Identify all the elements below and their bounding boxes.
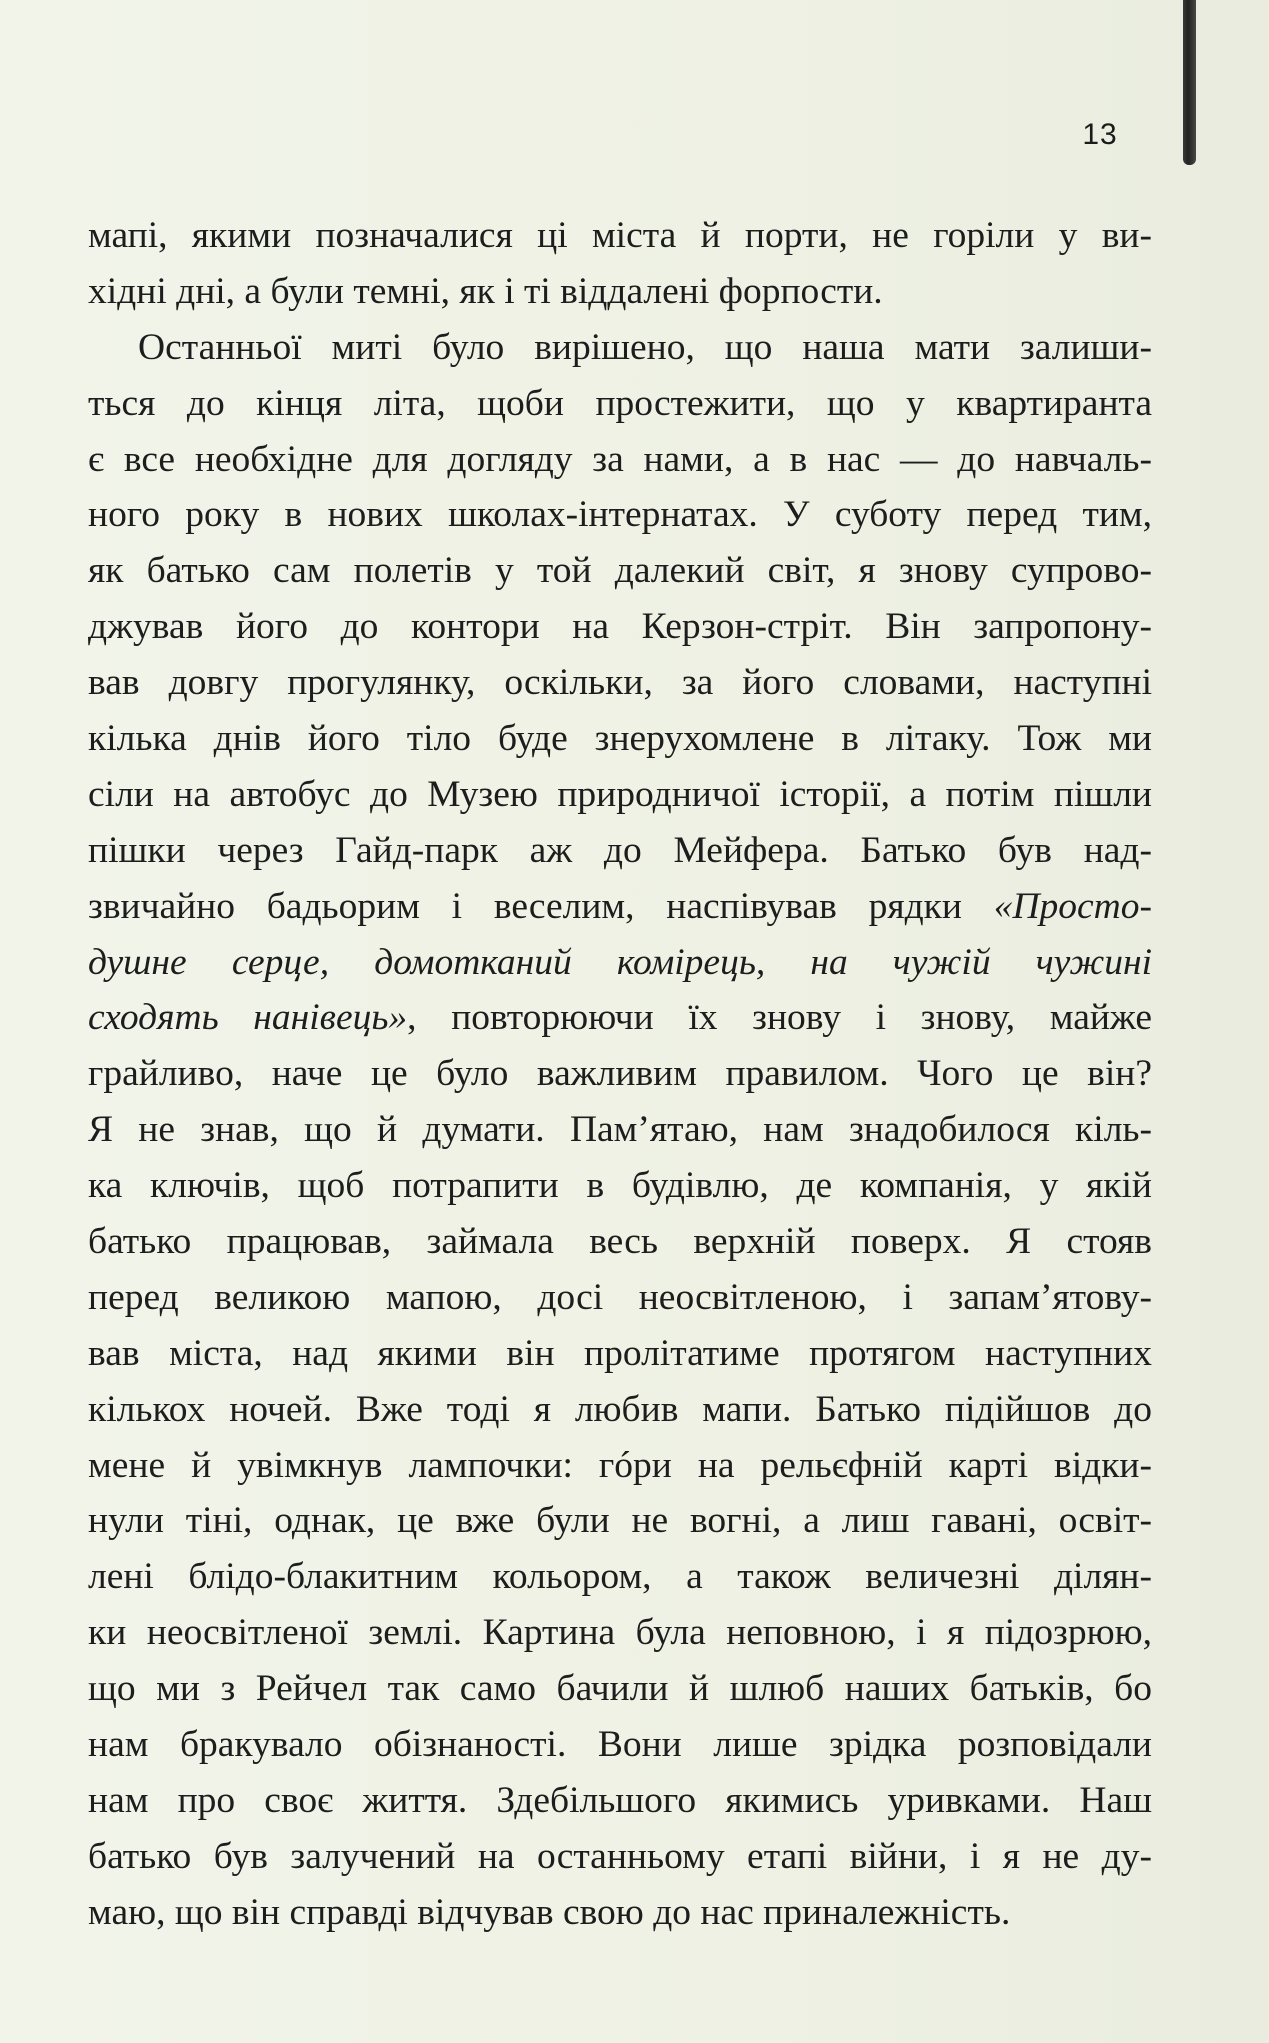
- text-line: є все необхідне для догляду за нами, а в нас — до навчаль-: [88, 438, 1152, 480]
- text-line: грайливо, наче це було важливим правилом. Чого це він?: [88, 1053, 1152, 1095]
- text-line: сіли на автобус до Музею природничої історії, а потім пішли: [88, 773, 1152, 815]
- text-segment: , повторюючи їх знову і знову, майже: [407, 997, 1152, 1039]
- text-line: пішки через Гайд-парк аж до Мейфера. Батько був над-: [88, 829, 1152, 871]
- text-line: вав довгу прогулянку, оскільки, за його словами, наступні: [88, 662, 1152, 704]
- text-line: хідні дні, а були темні, як і ті віддалені форпости.: [88, 270, 883, 312]
- text-line: як батько сам полетів у той далекий світ, я знову супрово-: [88, 550, 1152, 592]
- quote-text: сходять нанівець»: [88, 997, 408, 1039]
- text-line-with-quote: [88, 879, 1152, 935]
- page-number: 13: [1082, 118, 1118, 151]
- text-line: мапі, якими позначалися ці міста й порти, не горіли у ви-: [88, 215, 1152, 256]
- text-line: ного року в нових школах-інтернатах. У суботу перед тим,: [88, 494, 1152, 536]
- text-line: ка ключів, щоб потрапити в будівлю, де компанія, у якій: [88, 1165, 1152, 1207]
- text-line: лені блідо-блакитним кольором, а також величезні ділян-: [88, 1556, 1152, 1598]
- text-line: мене й увімкнув лампочки: гóри на рельєфній карті відки-: [88, 1444, 1152, 1486]
- text-line: що ми з Рейчел так само бачили й шлюб наших батьків, бо: [88, 1668, 1152, 1710]
- text-line: ться до кінця літа, щоби простежити, що у квартиранта: [88, 382, 1152, 424]
- text-line: ки неосвітленої землі. Картина була неповною, і я підозрюю,: [88, 1612, 1152, 1654]
- text-line: вав міста, над якими він пролітатиме протягом наступних: [88, 1332, 1152, 1374]
- text-line: нули тіні, однак, це вже були не вогні, а лиш гавані, освіт-: [88, 1500, 1152, 1542]
- text-line: батько був залучений на останньому етапі війни, і я не ду-: [88, 1835, 1152, 1877]
- text-line: батько працював, займала весь верхній поверх. Я стояв: [88, 1221, 1152, 1263]
- body-text: [88, 208, 1152, 1941]
- text-line: джував його до контори на Керзон-стріт. Він запропону-: [88, 606, 1152, 648]
- text-line: нам про своє життя. Здебільшого якимись уривками. Наш: [88, 1779, 1152, 1821]
- text-line: нам бракувало обізнаності. Вони лише зрідка розповідали: [88, 1724, 1152, 1766]
- text-line: Останньої миті було вирішено, що наша мати залиши-: [138, 326, 1152, 368]
- text-line: маю, що він справді відчував свою до нас приналежність.: [88, 1891, 1011, 1933]
- text-segment: звичайно бадьорим і веселим, наспівував рядки: [88, 885, 994, 927]
- quote-line: душне серце, домотканий комірець, на чужій чужині: [88, 941, 1152, 983]
- text-line: кількох ночей. Вже тоді я любив мапи. Батько підійшов до: [88, 1388, 1152, 1430]
- quote-text: «Просто-: [993, 885, 1152, 927]
- text-line: кілька днів його тіло буде знерухомлене в літаку. Тож ми: [88, 718, 1152, 760]
- text-line: Я не знав, що й думати. Пам’ятаю, нам знадобилося кіль-: [88, 1109, 1152, 1151]
- text-line: перед великою мапою, досі неосвітленою, і запам’ятову-: [88, 1276, 1152, 1318]
- text-line-with-quote: [88, 990, 1152, 1046]
- page-edge-shadow: [1183, 0, 1196, 165]
